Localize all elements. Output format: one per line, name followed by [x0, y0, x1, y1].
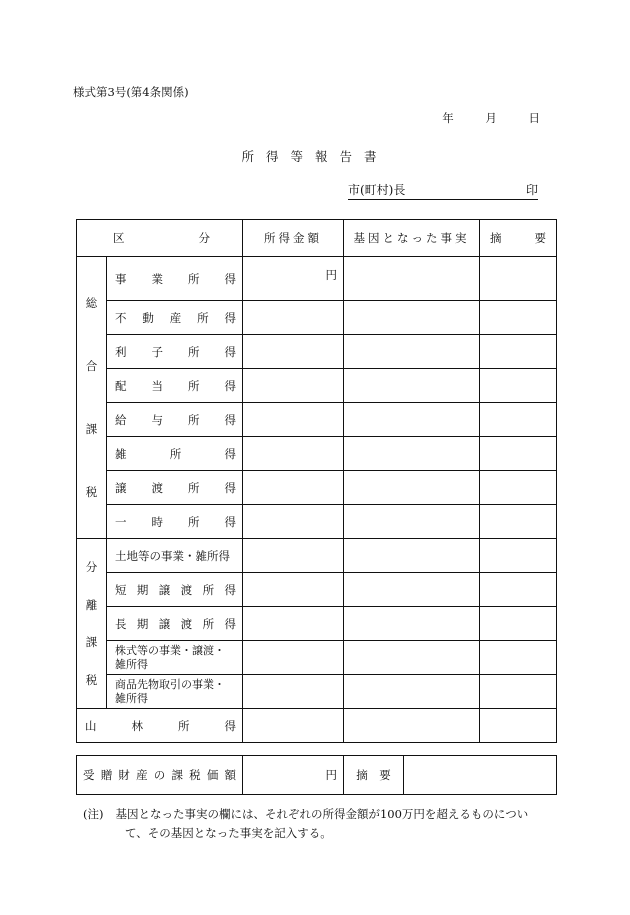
- group-label-char: 合: [85, 359, 98, 373]
- gift-property-char: 受: [83, 768, 95, 782]
- date-day: 日: [528, 111, 540, 125]
- gift-property-char: 産: [136, 768, 148, 782]
- forest-income-char: 林: [131, 718, 143, 733]
- income-row: [77, 437, 557, 471]
- income-row: [77, 675, 557, 709]
- income-type-label: [107, 471, 243, 505]
- income-type-char: 所: [202, 616, 215, 631]
- income-type-label: [107, 369, 243, 403]
- basis-fact-cell[interactable]: [344, 641, 480, 675]
- income-type-char: 当: [151, 378, 163, 393]
- income-type-label: [107, 573, 243, 607]
- income-type-char: 得: [224, 378, 236, 393]
- income-type-char: 不: [115, 310, 127, 325]
- gift-property-char: 税: [189, 768, 201, 782]
- income-type-char: 譲: [115, 480, 127, 495]
- basis-fact-cell[interactable]: [344, 301, 480, 335]
- header-remarks: 摘 要: [480, 220, 557, 257]
- remarks-cell[interactable]: [480, 369, 557, 403]
- income-row: [77, 369, 557, 403]
- forest-income-char: 得: [224, 718, 236, 733]
- date-year: 年: [442, 111, 454, 125]
- income-type-char: 子: [151, 344, 163, 359]
- income-type-line: 雑所得: [115, 691, 148, 705]
- footnote-line-2: て、その基因となった事実を記入する。: [125, 826, 332, 840]
- footnote: [83, 805, 553, 843]
- income-type-char: 給: [115, 412, 127, 427]
- document-title: 所得等報告書: [241, 149, 389, 164]
- basis-fact-cell[interactable]: [344, 675, 480, 709]
- footnote-line-1: (注) 基因となった事実の欄には、それぞれの所得金額が100万円を超えるものについ: [83, 807, 529, 821]
- amount-cell[interactable]: [243, 335, 344, 369]
- income-type-label: [107, 335, 243, 369]
- income-type-char: 所: [197, 310, 209, 325]
- income-type-char: 得: [224, 412, 236, 427]
- income-row: [77, 539, 557, 573]
- basis-fact-cell[interactable]: [344, 437, 480, 471]
- amount-cell[interactable]: [243, 403, 344, 437]
- gift-property-char: 贈: [100, 768, 113, 782]
- income-type-label: [107, 257, 243, 301]
- forest-income-label: [77, 709, 243, 743]
- amount-cell[interactable]: [243, 437, 344, 471]
- income-type-char: 渡: [151, 480, 163, 495]
- income-type-char: 長: [115, 616, 127, 631]
- amount-cell[interactable]: [243, 573, 344, 607]
- income-type-char: 所: [188, 378, 200, 393]
- amount-cell[interactable]: [243, 641, 344, 675]
- amount-cell[interactable]: [243, 709, 344, 743]
- group-label-separate: [77, 539, 107, 709]
- income-row: [77, 573, 557, 607]
- footnote-prefix: (注): [83, 807, 104, 821]
- header-income-amount: 所得金額: [243, 220, 344, 257]
- income-type-char: 得: [224, 271, 236, 286]
- income-type-char: 雑: [115, 446, 127, 461]
- mayor-label: 市(町村)長: [348, 183, 406, 197]
- income-type-label: [107, 403, 243, 437]
- income-row: [77, 403, 557, 437]
- gift-property-table: [76, 755, 557, 795]
- gift-remarks-label: 摘 要: [344, 756, 404, 795]
- income-type-label: [107, 301, 243, 335]
- income-type-char: 利: [115, 344, 127, 359]
- income-type-char: 時: [151, 514, 163, 529]
- income-type-char: 得: [224, 446, 236, 461]
- remarks-cell[interactable]: [480, 505, 557, 539]
- group-label-char: 税: [85, 672, 98, 687]
- income-type-line: 株式等の事業・譲渡・: [115, 643, 225, 657]
- income-type-label: [107, 437, 243, 471]
- forest-income-char: 所: [178, 718, 190, 733]
- income-type-char: 渡: [180, 616, 193, 631]
- income-type-line: 雑所得: [115, 657, 148, 671]
- basis-fact-cell[interactable]: [344, 505, 480, 539]
- remarks-cell[interactable]: [480, 301, 557, 335]
- form-number: 様式第3号(第4条関係): [73, 85, 189, 99]
- income-type-char: 短: [115, 582, 127, 597]
- remarks-cell[interactable]: [480, 607, 557, 641]
- income-type-char: 期: [136, 616, 149, 631]
- remarks-cell[interactable]: [480, 539, 557, 573]
- amount-cell[interactable]: [243, 505, 344, 539]
- gift-property-char: 課: [171, 768, 183, 782]
- amount-cell[interactable]: [243, 471, 344, 505]
- income-type-char: 得: [224, 514, 236, 529]
- income-row: [77, 505, 557, 539]
- remarks-cell[interactable]: [480, 573, 557, 607]
- basis-fact-cell[interactable]: [344, 257, 480, 301]
- income-row: [77, 607, 557, 641]
- basis-fact-cell[interactable]: [344, 369, 480, 403]
- income-type-char: 事: [115, 271, 127, 286]
- group-label-char: 課: [85, 635, 98, 650]
- gift-remarks-cell[interactable]: [404, 756, 557, 795]
- gift-amount-cell[interactable]: 円: [243, 756, 344, 795]
- basis-fact-cell[interactable]: [344, 607, 480, 641]
- remarks-cell[interactable]: [480, 641, 557, 675]
- income-type-char: 得: [224, 310, 236, 325]
- income-type-label: [107, 607, 243, 641]
- income-type-char: 得: [224, 616, 236, 631]
- income-type-char: 土地等の事業・雑所得: [115, 548, 230, 563]
- income-type-char: 与: [151, 412, 163, 427]
- income-type-char: 一: [115, 514, 127, 529]
- gift-property-char: の: [153, 768, 166, 782]
- income-type-char: 所: [188, 271, 200, 286]
- income-type-char: 得: [224, 480, 236, 495]
- income-type-char: 所: [202, 582, 215, 597]
- income-type-char: 所: [188, 514, 200, 529]
- remarks-cell[interactable]: [480, 675, 557, 709]
- income-type-char: 譲: [158, 582, 171, 597]
- income-row: [77, 301, 557, 335]
- income-type-char: 期: [136, 582, 149, 597]
- income-type-label: [107, 675, 243, 709]
- mayor-signature-line: [348, 183, 538, 200]
- income-type-char: 所: [188, 412, 200, 427]
- income-type-char: 所: [188, 344, 200, 359]
- income-type-char: 動: [142, 310, 154, 325]
- income-type-label: [107, 641, 243, 675]
- basis-fact-cell[interactable]: [344, 573, 480, 607]
- income-type-char: 渡: [180, 582, 193, 597]
- basis-fact-cell[interactable]: [344, 539, 480, 573]
- amount-cell[interactable]: [243, 675, 344, 709]
- gift-property-char: 財: [118, 768, 130, 782]
- income-type-char: 譲: [158, 616, 171, 631]
- basis-fact-cell[interactable]: [344, 709, 480, 743]
- amount-cell[interactable]: [243, 539, 344, 573]
- forest-income-row: [77, 709, 557, 743]
- amount-cell[interactable]: 円: [243, 257, 344, 301]
- group-label-char: 分: [85, 560, 98, 575]
- income-type-label: [107, 539, 243, 573]
- remarks-cell[interactable]: [480, 257, 557, 301]
- remarks-cell[interactable]: [480, 709, 557, 743]
- income-type-char: 産: [169, 310, 182, 325]
- gift-property-label: [77, 756, 243, 795]
- income-report-table: [76, 219, 557, 743]
- group-label-char: 総: [85, 296, 98, 310]
- remarks-cell[interactable]: [480, 403, 557, 437]
- income-type-char: 業: [151, 271, 163, 286]
- header-basis-fact: 基因となった事実: [344, 220, 480, 257]
- income-row: [77, 257, 557, 301]
- group-label-char: 課: [85, 422, 98, 436]
- income-type-char: 所: [169, 446, 182, 461]
- header-category: 区 分: [77, 220, 243, 257]
- income-row: [77, 641, 557, 675]
- income-type-char: 所: [188, 480, 200, 495]
- date-month: 月: [485, 111, 497, 125]
- income-type-line: 商品先物取引の事業・: [115, 677, 225, 691]
- basis-fact-cell[interactable]: [344, 403, 480, 437]
- remarks-cell[interactable]: [480, 437, 557, 471]
- group-label-char: 税: [85, 485, 98, 499]
- basis-fact-cell[interactable]: [344, 335, 480, 369]
- gift-property-char: 価: [206, 768, 219, 782]
- date-line: [442, 110, 540, 126]
- income-row: [77, 471, 557, 505]
- basis-fact-cell[interactable]: [344, 471, 480, 505]
- amount-cell[interactable]: [243, 607, 344, 641]
- income-row: [77, 335, 557, 369]
- amount-cell[interactable]: [243, 369, 344, 403]
- remarks-cell[interactable]: [480, 471, 557, 505]
- income-type-char: 配: [115, 378, 127, 393]
- income-type-label: [107, 505, 243, 539]
- income-type-char: 得: [224, 344, 236, 359]
- group-label-char: 離: [85, 597, 98, 612]
- income-type-char: 得: [224, 582, 236, 597]
- seal-mark: 印: [525, 183, 538, 197]
- forest-income-char: 山: [85, 718, 97, 733]
- header-row: [77, 220, 557, 257]
- group-label-comprehensive: [77, 257, 107, 539]
- gift-property-char: 額: [224, 768, 236, 782]
- amount-cell[interactable]: [243, 301, 344, 335]
- remarks-cell[interactable]: [480, 335, 557, 369]
